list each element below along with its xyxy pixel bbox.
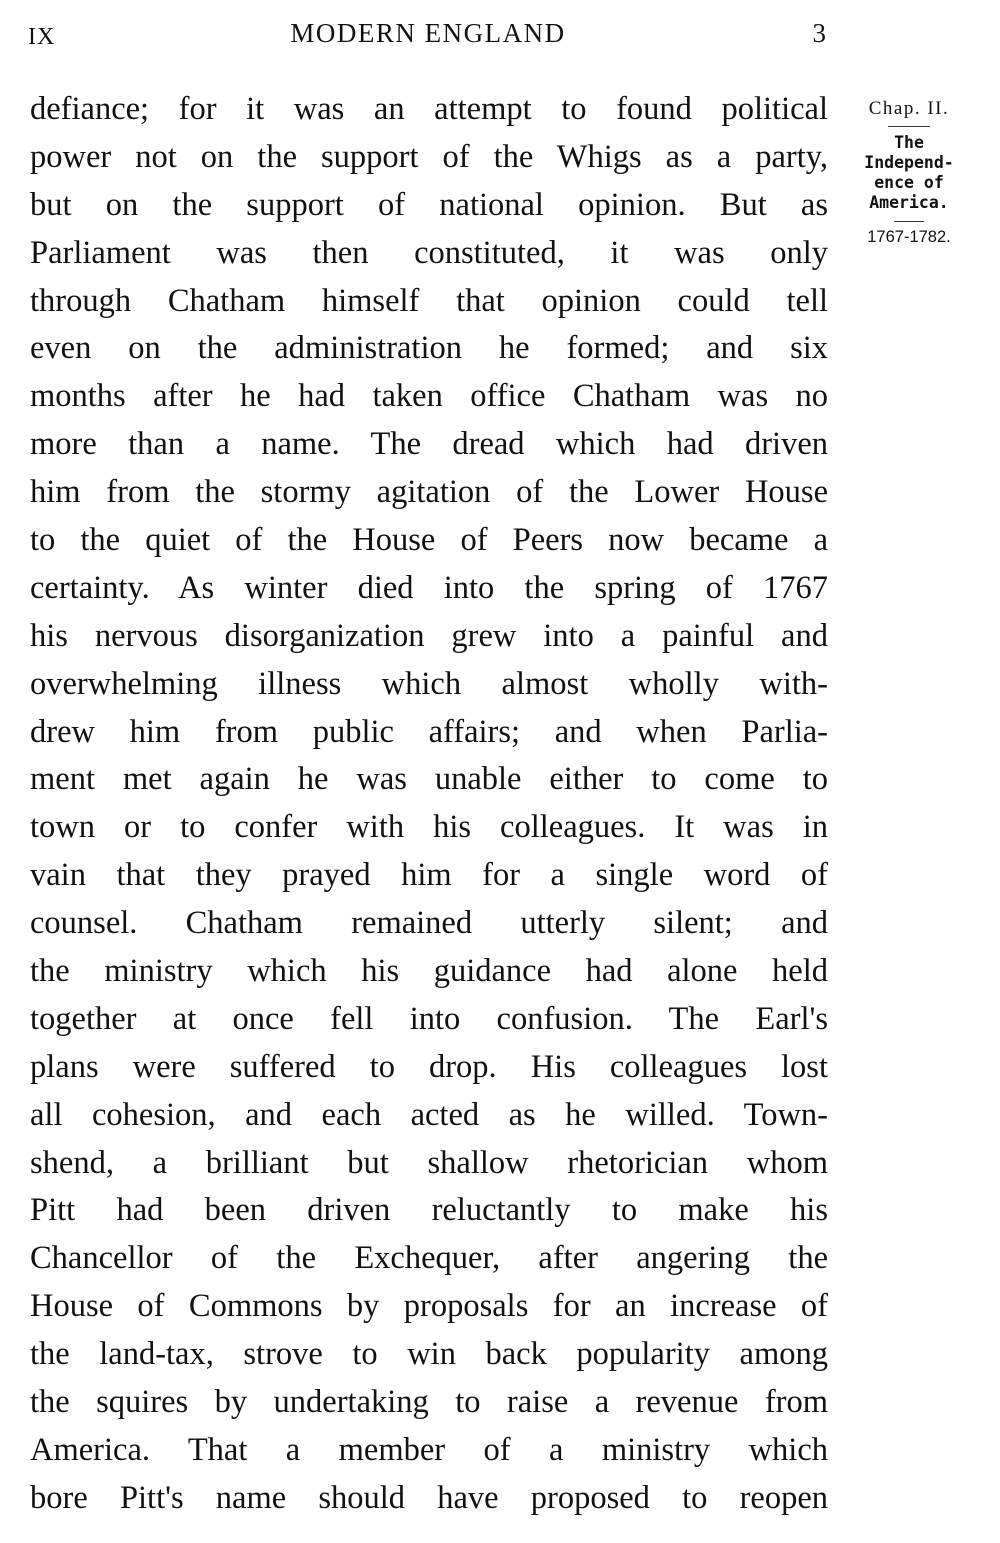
margin-note xyxy=(848,98,970,247)
running-title: MODERN ENGLAND xyxy=(290,18,566,48)
text-line: shend, a brilliant but shallow rhetorician whom xyxy=(30,1144,828,1181)
text-line: the land-tax, strove to win back popularity among xyxy=(30,1336,828,1373)
date-range: 1767-1782. xyxy=(867,228,951,246)
text-line: the ministry which his guidance had alone held xyxy=(30,953,828,990)
text-line: overwhelming illness which almost wholly with- xyxy=(30,665,828,702)
text-line: through Chatham himself that opinion could tell xyxy=(30,282,828,319)
text-line: plans were suffered to drop. His colleagues lost xyxy=(30,1048,828,1085)
text-line: Pitt had been driven reluctantly to make his xyxy=(30,1192,828,1229)
text-line: defiance; for it was an attempt to found political xyxy=(30,91,828,127)
text-line: to the quiet of the House of Peers now became a xyxy=(30,522,828,559)
running-header xyxy=(28,18,828,54)
text-line: certainty. As winter died into the spring of 1767 xyxy=(30,569,828,606)
topic-label xyxy=(848,133,970,213)
topic-line: ence of xyxy=(874,173,944,192)
text-line: America. That a member of a ministry which xyxy=(30,1431,828,1468)
topic-line: The xyxy=(894,133,924,152)
text-line: his nervous disorganization grew into a painful and xyxy=(30,617,828,654)
body-text xyxy=(30,86,828,1523)
topic-line: Independ- xyxy=(864,153,954,172)
chapter-roman: IX xyxy=(28,24,56,50)
chapter-label: Chap. II. xyxy=(868,98,950,119)
text-line: House of Commons by proposals for an increase of xyxy=(30,1288,828,1325)
text-line: Chancellor of the Exchequer, after angering the xyxy=(30,1240,828,1277)
topic-line: America. xyxy=(869,193,949,212)
text-line: all cohesion, and each acted as he willed. Town- xyxy=(30,1096,828,1133)
margin-rule xyxy=(888,126,930,127)
text-line: even on the administration he formed; and six xyxy=(30,330,828,367)
text-line: drew him from public affairs; and when Parlia- xyxy=(30,713,828,750)
text-line: more than a name. The dread which had driven xyxy=(30,426,828,463)
text-line: vain that they prayed him for a single word of xyxy=(30,857,828,894)
text-line: counsel. Chatham remained utterly silent; and xyxy=(30,905,828,942)
text-line: town or to confer with his colleagues. It was in xyxy=(30,809,828,846)
margin-rule xyxy=(894,221,924,222)
text-line: Parliament was then constituted, it was only xyxy=(30,234,828,271)
text-line: bore Pitt's name should have proposed to reopen xyxy=(30,1479,828,1516)
text-line: together at once fell into confusion. The Earl's xyxy=(30,1000,828,1037)
text-line: months after he had taken office Chatham was no xyxy=(30,378,828,415)
text-line: him from the stormy agitation of the Lower House xyxy=(30,474,828,511)
text-line: ment met again he was unable either to come to xyxy=(30,761,828,798)
text-line: the squires by undertaking to raise a revenue from xyxy=(30,1384,828,1421)
text-line: but on the support of national opinion. But as xyxy=(30,186,828,223)
page-number: 3 xyxy=(812,18,826,48)
text-line: power not on the support of the Whigs as a party, xyxy=(30,138,828,175)
